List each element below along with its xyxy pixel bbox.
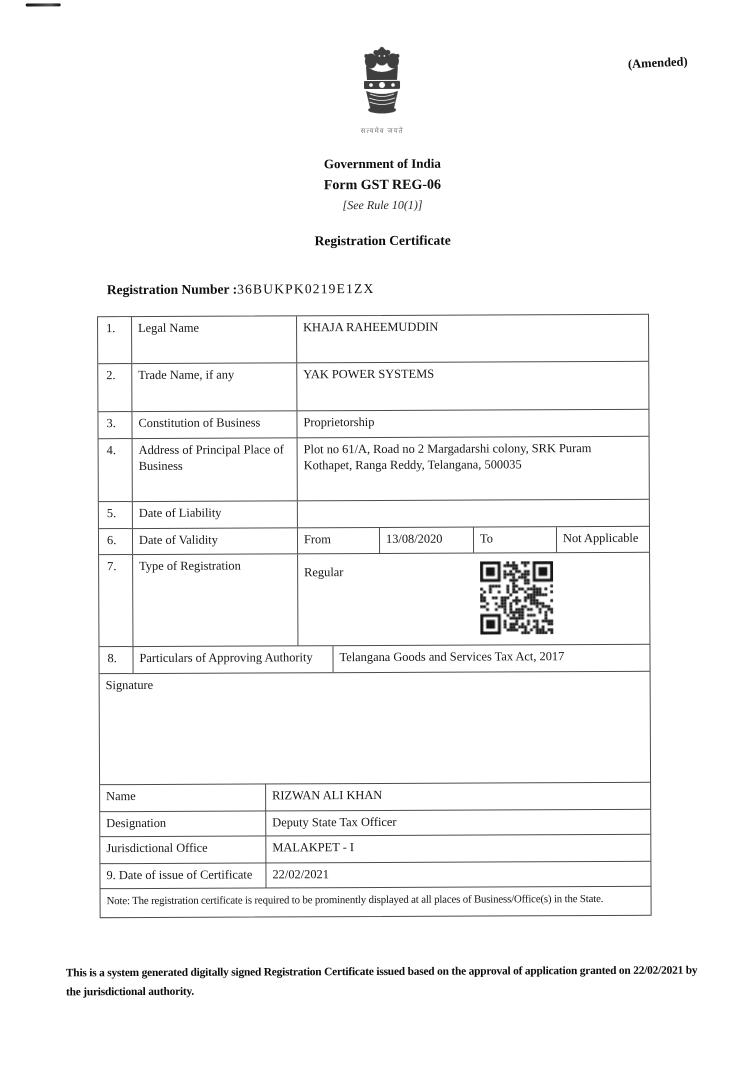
form-title: Form GST REG-06 — [323, 177, 442, 194]
row-label: Date of Validity — [132, 528, 297, 554]
row-label: Address of Principal Place of Business — [132, 438, 297, 501]
note-row — [101, 887, 651, 917]
signature-row — [100, 672, 650, 785]
qr-code-icon — [480, 561, 553, 634]
row-label: Type of Registration — [132, 554, 297, 646]
officer-row-designation — [100, 810, 650, 837]
row-value — [297, 500, 649, 528]
government-title: Government of India — [323, 155, 441, 172]
rule-reference: [See Rule 10(1)] — [342, 197, 423, 213]
validity-from-label: From — [297, 528, 379, 553]
row-number: 1. — [106, 321, 116, 336]
registration-table — [97, 314, 652, 918]
row-label: Name — [106, 789, 136, 804]
registration-number-line — [107, 281, 375, 298]
officer-row-jurisdictional-office — [100, 835, 650, 864]
table-row-address — [99, 437, 649, 502]
row-value: 22/02/2021 — [265, 862, 650, 888]
row-number: 6. — [106, 533, 117, 548]
table-row-date-of-validity — [99, 527, 649, 555]
note-text: Note: The registration certificate is required to be prominently displayed at all places of Business/Office(s) in the State. — [106, 892, 604, 908]
row-value: KHAJA RAHEEMUDDIN — [296, 315, 648, 363]
registration-type-value: Regular — [304, 565, 344, 580]
row-label: Trade Name, if any — [131, 363, 296, 411]
row-label: Jurisdictional Office — [106, 840, 208, 856]
row-number: 2. — [106, 368, 116, 383]
row-value: Deputy State Tax Officer — [265, 810, 650, 836]
table-row-trade-name — [98, 362, 648, 412]
table-row-legal-name — [98, 315, 648, 364]
table-row-date-of-liability — [99, 500, 649, 529]
registration-number-label: Registration Number : — [106, 281, 238, 298]
validity-from-date: 13/08/2020 — [379, 528, 473, 553]
certificate-title: Registration Certificate — [314, 232, 451, 249]
certificate-header — [11, 44, 742, 250]
row-value: Proprietorship — [296, 410, 648, 438]
amended-tag: (Amended) — [627, 54, 688, 72]
validity-to-label: To — [473, 527, 556, 552]
row-number: 7. — [107, 559, 117, 574]
row-label: Particulars of Approving Authority — [132, 646, 332, 673]
row-value: RIZWAN ALI KHAN — [265, 783, 650, 811]
officer-row-date-of-issue — [100, 862, 650, 889]
row-value: Telangana Goods and Services Tax Act, 2017 — [332, 645, 649, 672]
row-value: MALAKPET - I — [265, 835, 650, 863]
table-row-type-of-registration — [99, 553, 649, 647]
officer-row-name — [100, 783, 650, 812]
validity-to-date: Not Applicable — [556, 527, 649, 552]
scan-artifact — [26, 3, 61, 6]
row-label: 9. Date of issue of Certificate — [106, 867, 253, 883]
ashoka-emblem-icon — [354, 46, 410, 122]
footer-text: This is a system generated digitally signed Registration Certificate issued based on the approval of application granted on 22/02/2021 by the jurisdictional authority. — [65, 964, 698, 999]
row-label: Legal Name — [131, 316, 296, 363]
table-row-constitution — [98, 410, 648, 439]
row-label: Date of Liability — [132, 501, 297, 528]
emblem-caption: सत्यमेव जयते — [360, 126, 404, 136]
row-label: Constitution of Business — [131, 411, 296, 438]
row-number: 4. — [106, 443, 116, 458]
row-value: YAK POWER SYSTEMS — [296, 362, 648, 411]
row-number: 3. — [106, 416, 116, 431]
signature-label: Signature — [105, 677, 154, 693]
row-label: Designation — [106, 815, 167, 831]
row-value — [297, 553, 649, 646]
registration-number-value: 36BUKPK0219E1ZX — [237, 280, 375, 297]
row-number: 8. — [107, 651, 117, 666]
table-row-approving-authority — [99, 645, 649, 674]
row-value: Plot no 61/A, Road no 2 Margadarshi colony, SRK Puram Kothapet, Ranga Reddy, Telangana, 500035 — [297, 437, 649, 501]
row-number: 5. — [106, 506, 117, 521]
